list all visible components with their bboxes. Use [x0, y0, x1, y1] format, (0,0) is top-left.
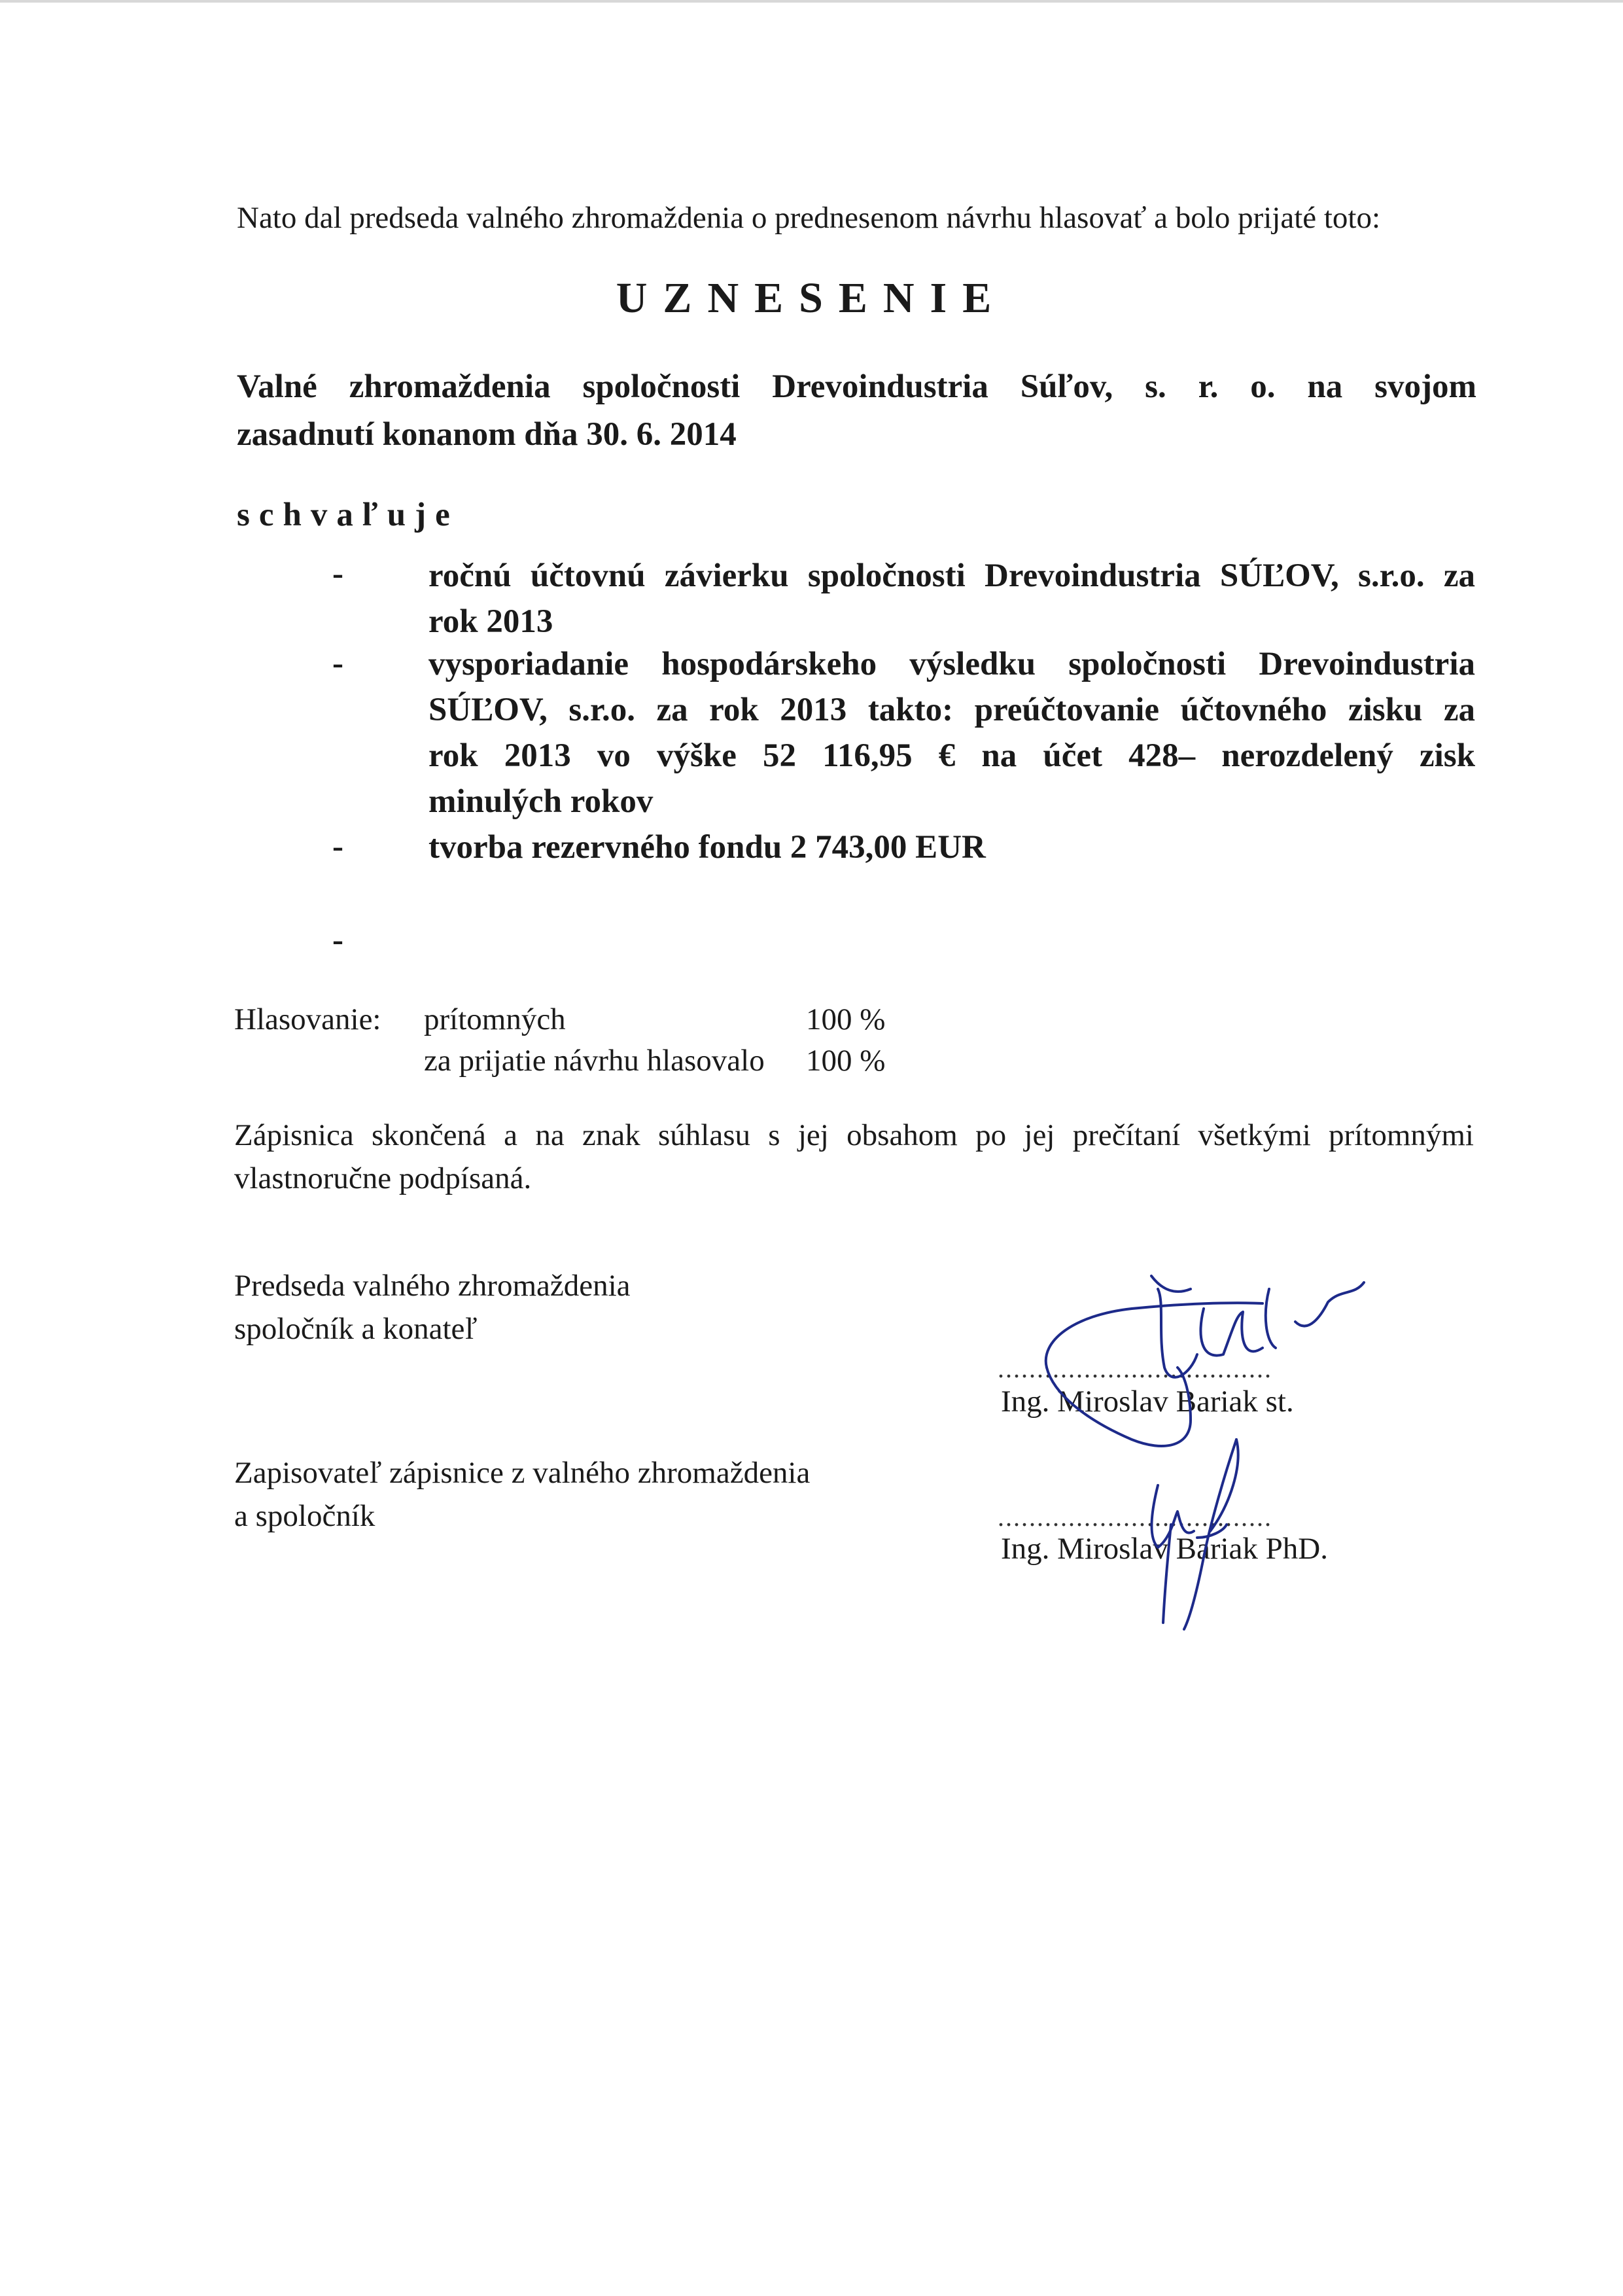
voting-label: Hlasovanie:	[234, 1002, 381, 1036]
clerk-signature	[1112, 1426, 1269, 1636]
closing-line-1: Zápisnica skončená a na znak súhlasu s jej obsahom po jej prečítaní všetkými prítomnými	[234, 1118, 1474, 1152]
item-2-line-4: minulých rokov	[428, 783, 654, 820]
approves-heading: schvaľuje	[237, 497, 459, 533]
bullet-dash: -	[332, 828, 343, 865]
resolution-title: UZNESENIE	[616, 274, 1007, 322]
item-1-line-1: ročnú účtovnú závierku spoločnosti Drevoindustria SÚĽOV, s.r.o. za	[428, 557, 1475, 594]
item-1-line-2: rok 2013	[428, 603, 553, 640]
chairman-role-line-2: spoločník a konateľ	[234, 1312, 478, 1346]
bullet-dash: -	[332, 645, 343, 682]
closing-line-2: vlastnoručne podpísaná.	[234, 1161, 532, 1195]
resolution-line-1: Valné zhromaždenia spoločnosti Drevoindustria Súľov, s. r. o. na svojom	[237, 368, 1476, 405]
chairman-role-line-1: Predseda valného zhromaždenia	[234, 1269, 631, 1303]
clerk-name: Ing. Miroslav Bariak PhD.	[1001, 1532, 1328, 1566]
approved-item-2	[428, 641, 1475, 824]
voting-approval-label: za prijatie návrhu hlasovalo	[424, 1044, 765, 1078]
voting-present-label: prítomných	[424, 1002, 566, 1036]
item-2-line-3: rok 2013 vo výške 52 116,95 € na účet 428– nerozdelený zisk	[428, 737, 1475, 774]
approved-item-3	[428, 824, 1475, 870]
clerk-signature-line: ...................................	[998, 1502, 1272, 1532]
approved-item-1	[428, 553, 1475, 645]
closing-paragraph	[234, 1114, 1474, 1200]
resolution-line-2: zasadnutí konanom dňa 30. 6. 2014	[237, 416, 737, 453]
clerk-role-line-2: a spoločník	[234, 1499, 375, 1533]
chairman-signature-line: ...................................	[998, 1354, 1272, 1383]
bullet-dash: -	[332, 556, 343, 592]
item-3-line-1: tvorba rezervného fondu 2 743,00 EUR	[428, 829, 986, 866]
bullet-dash-empty: -	[332, 922, 343, 959]
resolution-statement	[237, 363, 1476, 459]
item-2-line-2: SÚĽOV, s.r.o. za rok 2013 takto: preúčtovanie účtovného zisku za	[428, 692, 1475, 728]
intro-paragraph: Nato dal predseda valného zhromaždenia o prednesenom návrhu hlasovať a bolo prijaté toto:	[237, 201, 1381, 235]
scan-top-edge	[0, 0, 1623, 3]
chairman-name: Ing. Miroslav Bariak st.	[1001, 1385, 1294, 1419]
clerk-role-line-1: Zapisovateľ zápisnice z valného zhromaždenia	[234, 1456, 811, 1490]
chairman-role	[234, 1264, 631, 1351]
item-2-line-1: vysporiadanie hospodárskeho výsledku spoločnosti Drevoindustria	[428, 646, 1475, 682]
clerk-role	[234, 1451, 810, 1538]
voting-approval-value: 100 %	[806, 1044, 886, 1078]
voting-present-value: 100 %	[806, 1002, 886, 1036]
